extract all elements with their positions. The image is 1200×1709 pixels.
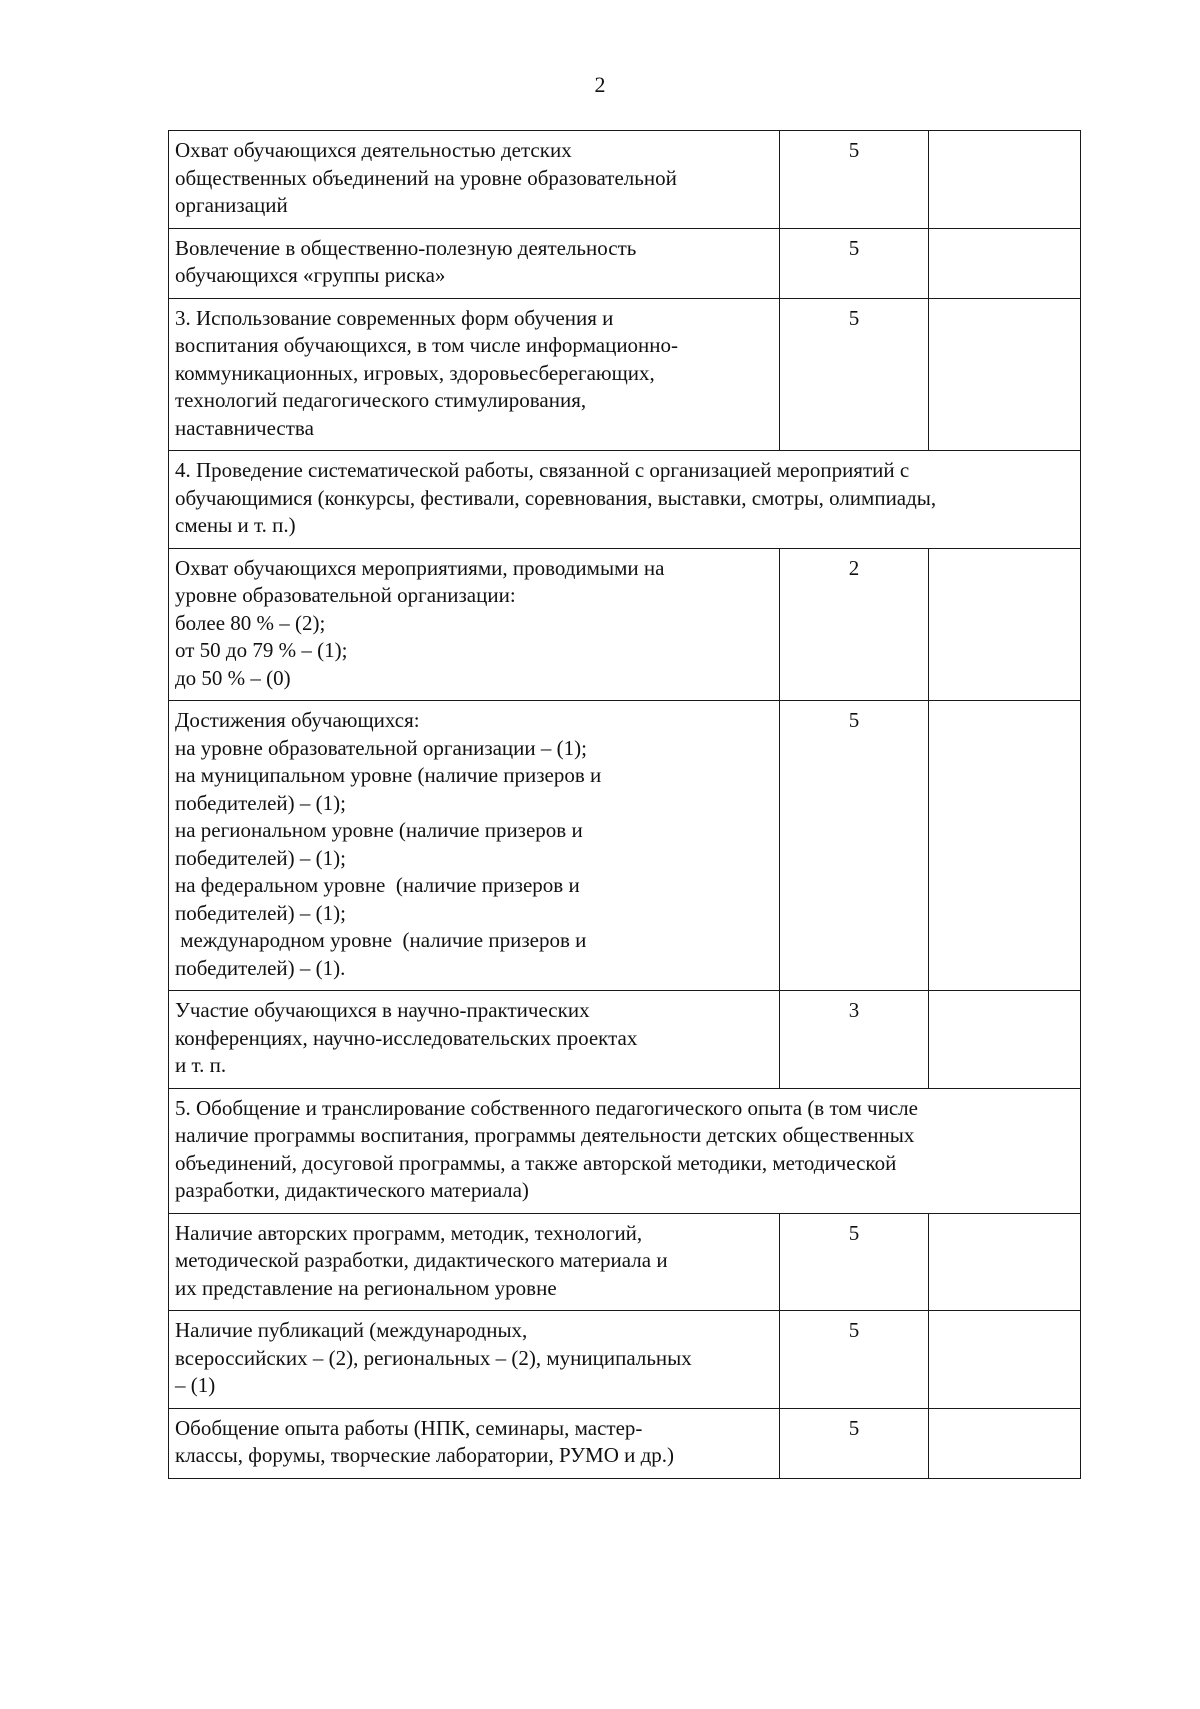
criterion-text-line: победителей) – (1).: [175, 955, 346, 980]
criterion-text-line: классы, форумы, творческие лаборатории, РУМО и др.): [175, 1443, 675, 1467]
criterion-text-cell: [169, 228, 780, 298]
criterion-text-line: их представление на региональном уровне: [175, 1275, 557, 1300]
assigned-score-cell: [929, 131, 1081, 229]
section-heading-cell: [169, 451, 1081, 549]
criterion-text-cell: [169, 548, 780, 701]
criterion-row: [169, 1311, 1081, 1409]
criterion-text-cell: [169, 991, 780, 1089]
criterion-text-line: воспитания обучающихся, в том числе информационно-: [175, 333, 679, 357]
max-score-cell: 5: [780, 228, 929, 298]
criterion-text-line: уровне образовательной организации:: [175, 583, 516, 607]
criterion-text-cell: [169, 131, 780, 229]
section-heading-line: объединений, досуговой программы, а также авторской методики, методической: [175, 1150, 897, 1175]
criterion-text-line: от 50 до 79 % – (1);: [175, 638, 348, 662]
criterion-text-line: Наличие авторских программ, методик, технологий,: [175, 1220, 643, 1245]
criterion-text-line: на муниципальном уровне (наличие призеров и: [175, 763, 602, 787]
criterion-text-line: общественных объединений на уровне образовательной: [175, 165, 677, 190]
criterion-text-line: победителей) – (1);: [175, 845, 346, 870]
criterion-row: [169, 548, 1081, 701]
max-score-cell: 5: [780, 701, 929, 991]
criterion-text-line: Наличие публикаций (международных,: [175, 1318, 528, 1342]
section-heading-row: [169, 451, 1081, 549]
criterion-text-cell: [169, 1213, 780, 1311]
criterion-text-line: Вовлечение в общественно-полезную деятельность: [175, 235, 637, 260]
assigned-score-cell: [929, 228, 1081, 298]
criterion-row: [169, 701, 1081, 991]
criterion-text-line: международном уровне (наличие призеров и: [175, 928, 587, 952]
section-heading-line: смены и т. п.): [175, 513, 296, 537]
max-score-cell: 2: [780, 548, 929, 701]
criterion-text-line: победителей) – (1);: [175, 790, 346, 815]
max-score-cell: 3: [780, 991, 929, 1089]
criterion-text-line: и т. п.: [175, 1053, 227, 1077]
criterion-text-line: более 80 % – (2);: [175, 610, 326, 635]
criterion-text-cell: [169, 701, 780, 991]
criterion-text-line: победителей) – (1);: [175, 900, 346, 925]
max-score-cell: 5: [780, 1311, 929, 1409]
assigned-score-cell: [929, 1311, 1081, 1409]
section-heading-line: 5. Обобщение и транслирование собственного педагогического опыта (в том числе: [175, 1095, 918, 1120]
criterion-text-cell: [169, 298, 780, 451]
section-heading-cell: [169, 1088, 1081, 1213]
criterion-text-line: конференциях, научно-исследовательских проектах: [175, 1025, 638, 1050]
criterion-text-line: коммуникационных, игровых, здоровьесберегающих,: [175, 360, 655, 385]
criterion-text-cell: [169, 1408, 780, 1478]
criteria-table-body: [169, 131, 1081, 1479]
section-heading-row: [169, 1088, 1081, 1213]
criterion-text-line: технологий педагогического стимулирования,: [175, 388, 587, 412]
max-score-cell: 5: [780, 1408, 929, 1478]
criterion-text-line: методической разработки, дидактического материала и: [175, 1248, 668, 1272]
assigned-score-cell: [929, 991, 1081, 1089]
assigned-score-cell: [929, 1213, 1081, 1311]
criterion-row: [169, 991, 1081, 1089]
criterion-text-line: наставничества: [175, 415, 314, 440]
criterion-row: [169, 1408, 1081, 1478]
max-score-cell: 5: [780, 298, 929, 451]
section-heading-line: обучающимися (конкурсы, фестивали, соревнования, выставки, смотры, олимпиады,: [175, 485, 937, 510]
criteria-table: [168, 130, 1081, 1479]
assigned-score-cell: [929, 701, 1081, 991]
criterion-text-line: до 50 % – (0): [175, 665, 291, 690]
section-heading-line: 4. Проведение систематической работы, связанной с организацией мероприятий с: [175, 458, 910, 482]
criterion-row: [169, 228, 1081, 298]
criterion-text-line: Достижения обучающихся:: [175, 708, 420, 732]
criterion-text-line: 3. Использование современных форм обучения и: [175, 305, 614, 330]
criterion-text-line: Обобщение опыта работы (НПК, семинары, мастер-: [175, 1415, 643, 1440]
max-score-cell: 5: [780, 131, 929, 229]
section-heading-line: наличие программы воспитания, программы деятельности детских общественных: [175, 1123, 915, 1147]
assigned-score-cell: [929, 1408, 1081, 1478]
criterion-text-line: на федеральном уровне (наличие призеров и: [175, 873, 580, 897]
criterion-text-line: организаций: [175, 193, 288, 217]
criterion-row: [169, 298, 1081, 451]
criterion-row: [169, 1213, 1081, 1311]
assigned-score-cell: [929, 548, 1081, 701]
criterion-text-line: Охват обучающихся деятельностью детских: [175, 138, 572, 162]
criterion-text-line: на уровне образовательной организации – (1);: [175, 735, 587, 760]
criterion-text-line: всероссийских – (2), региональных – (2), муниципальных: [175, 1345, 692, 1370]
criterion-text-line: Участие обучающихся в научно-практических: [175, 998, 590, 1022]
criterion-text-line: на региональном уровне (наличие призеров и: [175, 818, 583, 842]
criterion-text-line: Охват обучающихся мероприятиями, проводимыми на: [175, 555, 665, 580]
assigned-score-cell: [929, 298, 1081, 451]
criterion-text-line: обучающихся «группы риска»: [175, 263, 446, 287]
criterion-text-line: – (1): [175, 1373, 216, 1397]
max-score-cell: 5: [780, 1213, 929, 1311]
section-heading-line: разработки, дидактического материала): [175, 1178, 529, 1202]
criterion-text-cell: [169, 1311, 780, 1409]
page-number: 2: [594, 72, 606, 97]
criterion-row: [169, 131, 1081, 229]
